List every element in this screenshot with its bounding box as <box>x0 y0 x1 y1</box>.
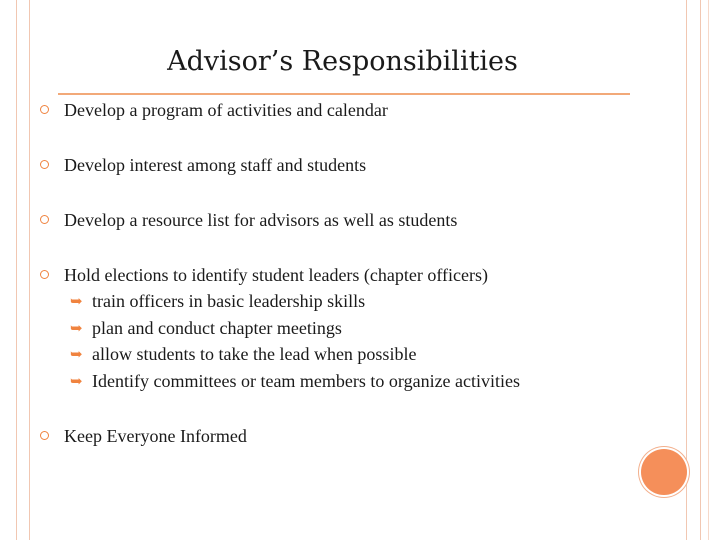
left-frame-decoration <box>0 0 30 540</box>
bullet-text: Develop a program of activities and calendar <box>64 100 388 120</box>
arrow-bullet-icon: ➥ <box>70 373 83 390</box>
right-frame-line <box>700 0 701 540</box>
orange-circle-decoration <box>641 449 687 495</box>
right-frame-line <box>708 0 709 540</box>
arrow-bullet-icon: ➥ <box>70 294 83 310</box>
sub-bullet-text: Identify committees or team members to organize activities <box>92 370 521 391</box>
bullet-text: Keep Everyone Informed <box>64 426 247 446</box>
circle-bullet-icon <box>40 105 49 114</box>
bullet-text: Develop interest among staff and students <box>64 155 367 175</box>
right-frame-line <box>686 0 687 540</box>
title-underline <box>58 93 630 95</box>
left-frame-line <box>16 0 17 540</box>
circle-bullet-icon <box>40 160 49 169</box>
sub-bullet-text: train officers in basic leadership skills <box>92 291 366 311</box>
sub-bullet-text: plan and conduct chapter meetings <box>92 317 342 338</box>
arrow-bullet-icon: ➥ <box>70 347 83 363</box>
bullet-text: Develop a resource list for advisors as well as students <box>64 210 458 230</box>
arrow-bullet-icon: ➥ <box>70 320 83 337</box>
circle-bullet-icon <box>40 270 49 279</box>
slide-title: Advisor’s Responsibilities <box>167 46 518 77</box>
circle-bullet-icon <box>40 431 49 440</box>
circle-bullet-icon <box>40 215 49 224</box>
bullet-text: Hold elections to identify student leaders (chapter officers) <box>64 265 489 285</box>
sub-bullet-text: allow students to take the lead when possible <box>92 344 417 364</box>
